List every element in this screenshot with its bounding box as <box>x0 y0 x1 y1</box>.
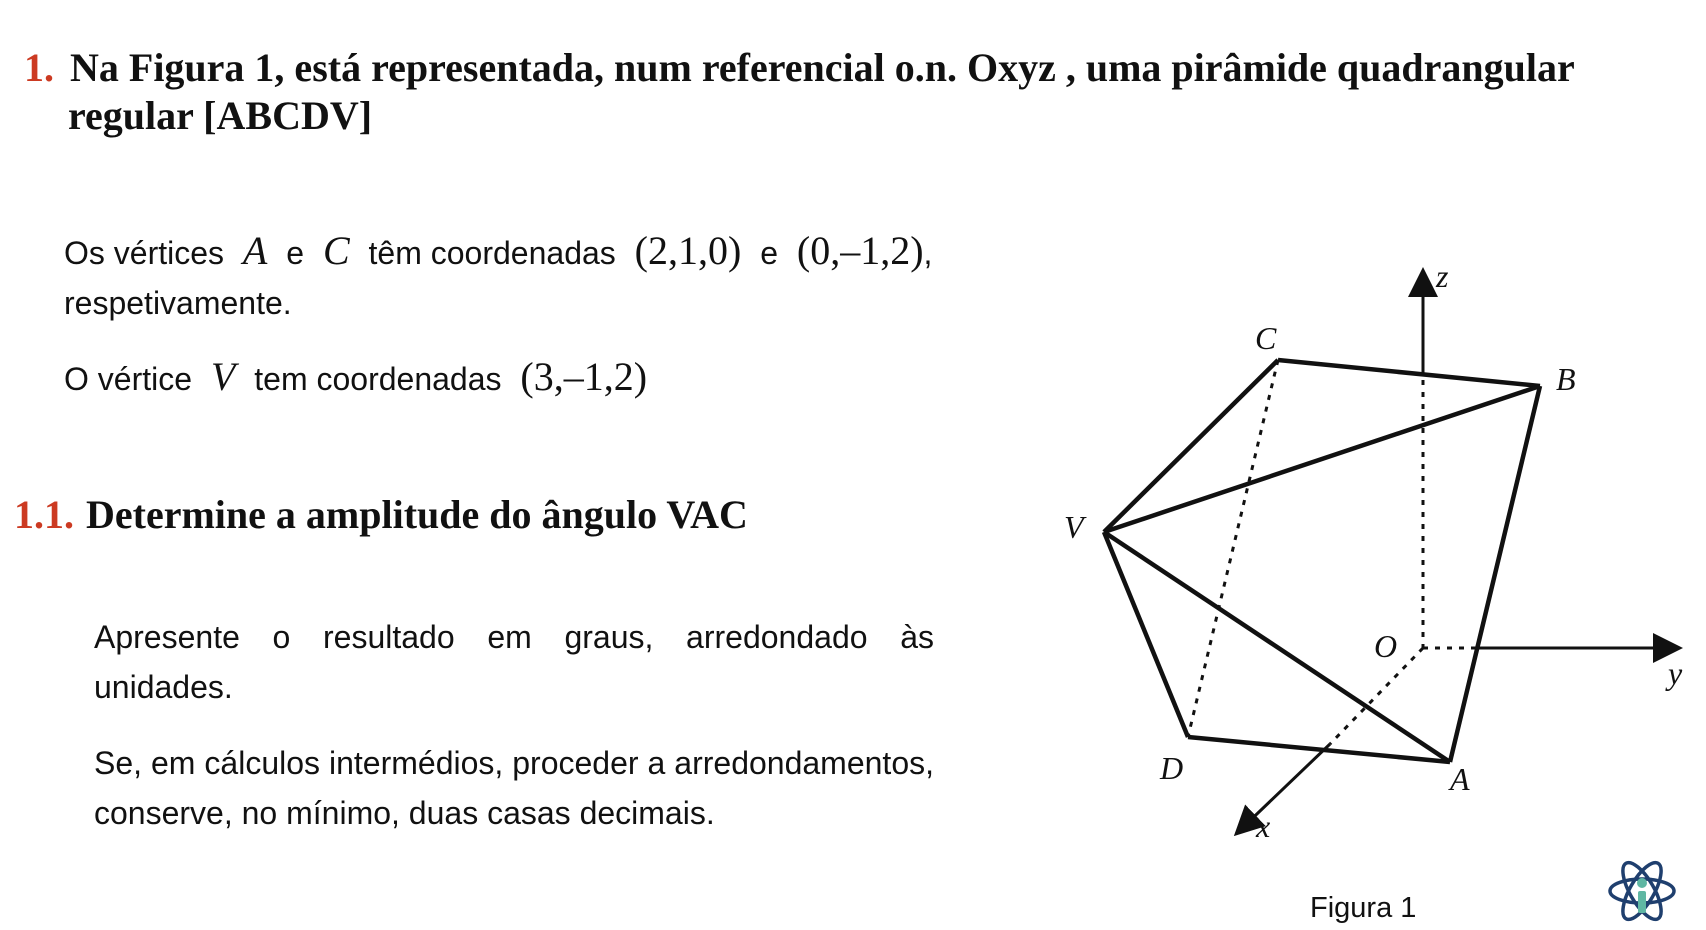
question-number: 1. <box>24 45 54 90</box>
label-d: D <box>1160 750 1184 786</box>
statement-text: e <box>286 235 305 271</box>
statement-text: , <box>923 235 933 271</box>
subquestion-text: Determine a amplitude do ângulo VAC <box>86 492 748 537</box>
label-o: O <box>1374 628 1398 664</box>
instruction-rounding: Apresente o resultado em graus, arredondado às unidades. <box>94 619 934 705</box>
coordinates-v: (3,–1,2) <box>520 354 648 399</box>
question-title-line1: Na Figura 1, está representada, num referencial o.n. Oxyz , uma pirâmide quadrangular <box>70 45 1575 90</box>
edge-ad <box>1188 737 1450 762</box>
edge-cd <box>1188 360 1278 737</box>
edge-vb <box>1104 386 1540 532</box>
statement-paragraph-1-line2: respetivamente. <box>64 285 292 321</box>
vertex-a-symbol: A <box>242 228 268 273</box>
atom-logo-icon <box>1606 855 1678 927</box>
coordinates-a: (2,1,0) <box>634 228 742 273</box>
label-a: A <box>1450 761 1470 797</box>
instruction-decimals: Se, em cálculos intermédios, proceder a arredondamentos, conserve, no mínimo, duas casas decimais. <box>94 745 934 831</box>
label-x: x <box>1256 808 1271 844</box>
edge-vd <box>1104 532 1188 737</box>
edge-vc <box>1104 360 1278 532</box>
coordinates-c: (0,–1,2) <box>796 228 924 273</box>
x-axis <box>1236 744 1330 834</box>
label-c: C <box>1255 320 1277 356</box>
label-b: B <box>1556 361 1576 397</box>
edge-va <box>1104 532 1450 762</box>
statement-text: têm coordenadas <box>368 235 616 271</box>
vertex-v-symbol: V <box>210 354 236 399</box>
label-v: V <box>1064 509 1084 545</box>
question-title-line2: regular [ABCDV] <box>68 93 373 138</box>
figure-caption: Figura 1 <box>1310 892 1417 924</box>
statement-text: e <box>760 235 778 271</box>
label-y: y <box>1668 655 1683 691</box>
edge-ba <box>1450 386 1540 762</box>
statement-text: tem coordenadas <box>254 361 502 397</box>
visible-edges <box>1104 360 1540 762</box>
statement-text: Os vértices <box>64 235 225 271</box>
label-z: z <box>1436 258 1449 294</box>
vertex-c-symbol: C <box>322 228 350 273</box>
edge-cb <box>1278 360 1540 386</box>
statement-text: O vértice <box>64 361 193 397</box>
subquestion-number: 1.1. <box>14 492 74 537</box>
